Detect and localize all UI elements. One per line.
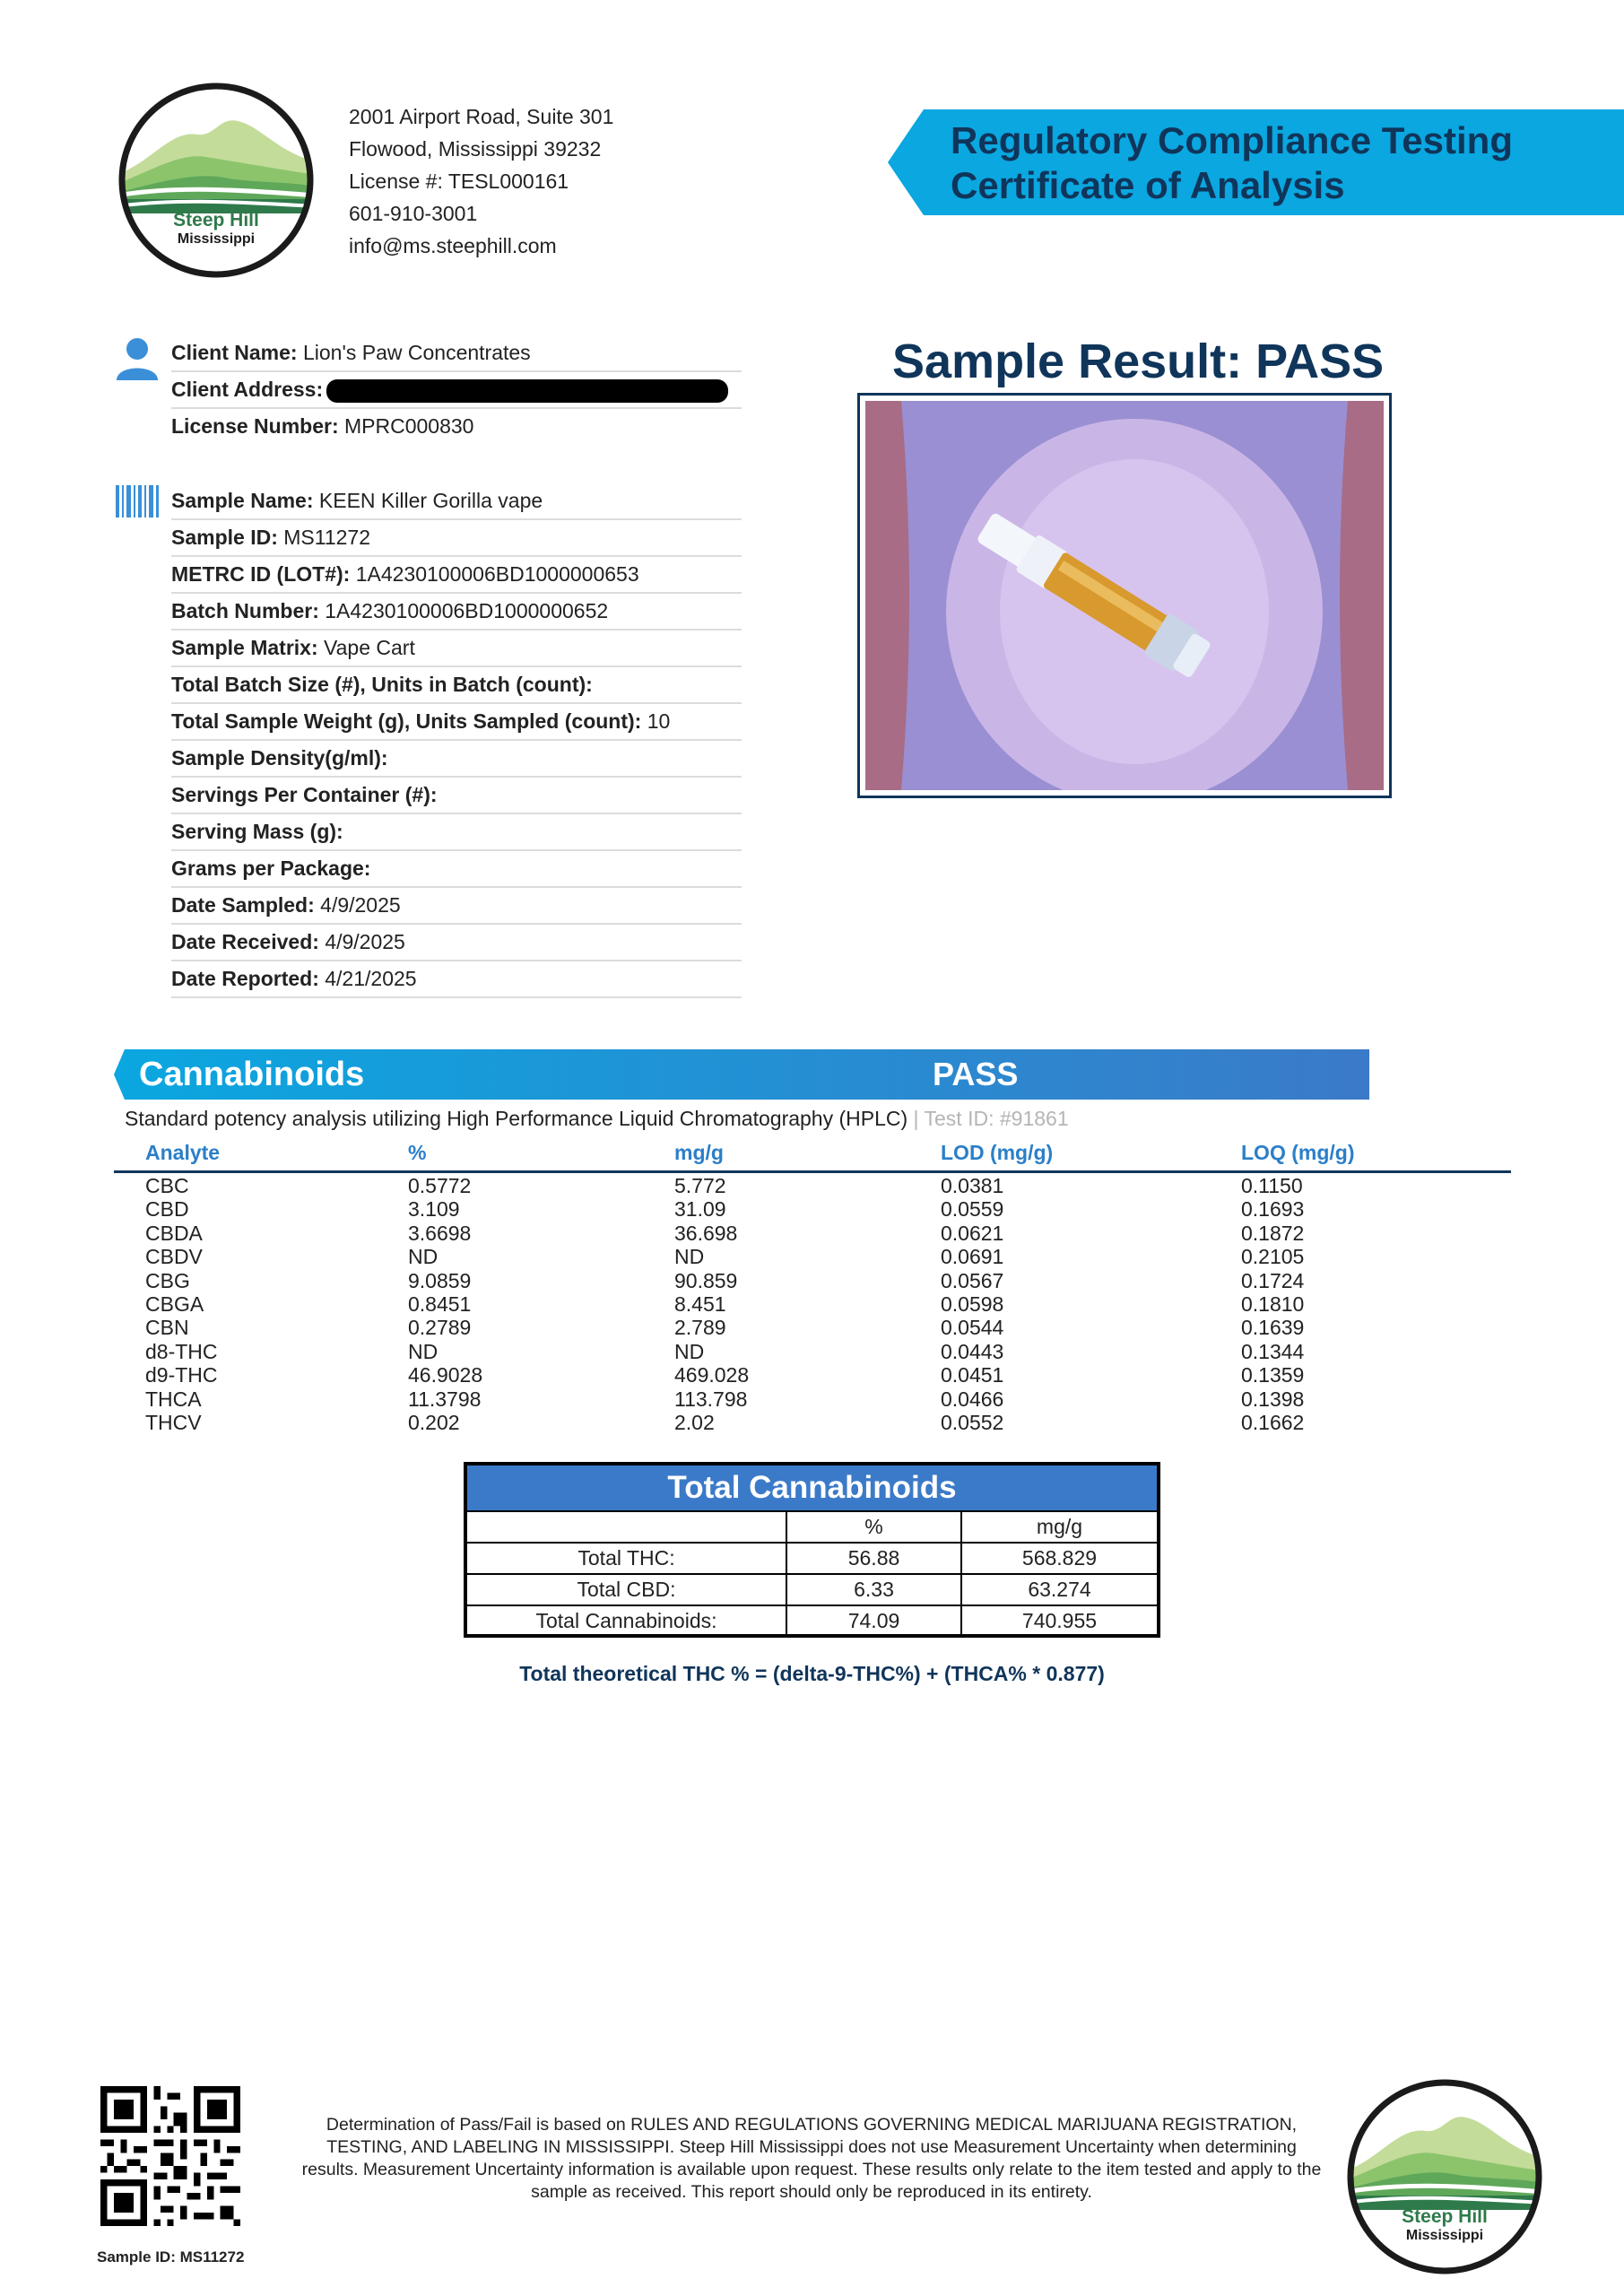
analyte-percent: 3.6698 xyxy=(408,1221,472,1245)
analyte-mg-g: 31.09 xyxy=(674,1197,726,1222)
analyte-mg-g: 36.698 xyxy=(674,1221,738,1245)
field-label: Client Name: xyxy=(171,341,298,364)
analyte-lod: 0.0466 xyxy=(941,1387,1004,1411)
analyte-lod: 0.0544 xyxy=(941,1316,1004,1340)
redaction-bar xyxy=(326,379,728,403)
column-header-mg-g: mg/g xyxy=(674,1141,724,1164)
banner-title-line1: Regulatory Compliance Testing xyxy=(951,119,1513,161)
field-label: Sample ID: xyxy=(171,526,278,549)
field-label: Date Sampled: xyxy=(171,893,315,917)
total-cannabinoids-table xyxy=(464,1462,1160,1638)
analyte-loq: 0.1359 xyxy=(1241,1363,1305,1387)
license-number-value: MPRC000830 xyxy=(344,414,474,438)
analyte-loq: 0.1662 xyxy=(1241,1411,1305,1434)
total-cannabinoids-label: Total Cannabinoids: xyxy=(535,1609,717,1632)
field-label: Total Batch Size (#), Units in Batch (count): xyxy=(171,673,593,696)
analyte-percent: 46.9028 xyxy=(408,1363,483,1387)
vape-cartridge-photo xyxy=(865,401,1384,790)
analyte-percent: ND xyxy=(408,1339,439,1363)
field-label: Sample Matrix: xyxy=(171,636,318,659)
analyte-mg-g: ND xyxy=(674,1339,705,1363)
field-label: Serving Mass (g): xyxy=(171,820,343,843)
analyte-percent: 0.8451 xyxy=(408,1292,472,1316)
banner-title xyxy=(951,118,1513,208)
sample-row xyxy=(171,887,742,925)
total-table-title: Total Cannabinoids xyxy=(467,1465,1157,1510)
total-cannabinoids-mg-g: 740.955 xyxy=(1021,1609,1098,1632)
analyte-mg-g: ND xyxy=(674,1245,705,1269)
field-label: Servings Per Container (#): xyxy=(171,783,438,806)
sample-row xyxy=(171,519,742,557)
analyte-percent: 11.3798 xyxy=(408,1387,482,1411)
field-label: License Number: xyxy=(171,414,339,438)
lab-license: License #: TESL000161 xyxy=(349,170,569,193)
analyte-loq: 0.1398 xyxy=(1241,1387,1305,1411)
field-label: Sample Name: xyxy=(171,489,314,512)
field-value: KEEN Killer Gorilla vape xyxy=(318,489,543,512)
field-value: 4/9/2025 xyxy=(320,893,401,917)
field-label: Client Address: xyxy=(171,378,324,401)
total-cbd-mg-g: 63.274 xyxy=(1028,1578,1091,1601)
sample-row xyxy=(171,666,742,704)
analyte-name: CBD xyxy=(145,1197,189,1222)
sample-result-title: Sample Result: PASS xyxy=(892,335,1385,388)
sample-row xyxy=(171,850,742,888)
client-name-value: Lion's Paw Concentrates xyxy=(302,341,531,364)
steep-hill-logo-icon xyxy=(117,81,316,280)
person-icon xyxy=(115,335,160,382)
analyte-mg-g: 90.859 xyxy=(674,1268,738,1292)
logo-name-line2: Mississippi xyxy=(177,231,256,247)
analyte-mg-g: 2.789 xyxy=(674,1316,726,1340)
sample-row xyxy=(171,483,742,520)
lab-email: info@ms.steephill.com xyxy=(349,234,557,257)
column-header-loq: LOQ (mg/g) xyxy=(1241,1141,1355,1164)
column-header-analyte: Analyte xyxy=(145,1141,221,1164)
client-name-row xyxy=(171,335,742,372)
column-header-percent: % xyxy=(408,1141,427,1164)
analyte-name: THCA xyxy=(145,1387,202,1411)
total-thc-percent: 56.88 xyxy=(847,1546,900,1570)
field-label: METRC ID (LOT#): xyxy=(171,562,351,586)
analyte-lod: 0.0559 xyxy=(941,1197,1004,1222)
sample-row xyxy=(171,924,742,961)
analyte-name: d9-THC xyxy=(145,1363,218,1387)
analyte-lod: 0.0443 xyxy=(941,1339,1004,1363)
analyte-lod: 0.0552 xyxy=(941,1411,1004,1434)
logo-name-line1: Steep Hill xyxy=(1402,2206,1488,2227)
analyte-mg-g: 8.451 xyxy=(674,1292,726,1316)
barcode-icon xyxy=(116,485,159,517)
field-label: Total Sample Weight (g), Units Sampled (count): xyxy=(171,709,642,733)
analyte-mg-g: 5.772 xyxy=(674,1174,726,1197)
sample-row xyxy=(171,556,742,594)
field-value: 1A4230100006BD1000000653 xyxy=(355,562,639,586)
analyte-loq: 0.1810 xyxy=(1241,1292,1305,1316)
analyte-loq: 0.1639 xyxy=(1241,1316,1305,1340)
field-label: Sample Density(g/ml): xyxy=(171,746,388,770)
analyte-name: CBDV xyxy=(145,1245,203,1269)
sample-photo xyxy=(857,393,1392,798)
field-label: Date Received: xyxy=(171,930,319,953)
header-rule xyxy=(114,1170,1511,1173)
lab-address xyxy=(349,100,613,262)
analyte-lod: 0.0621 xyxy=(941,1221,1004,1245)
analyte-name: CBN xyxy=(145,1316,189,1340)
method-description: Standard potency analysis utilizing High Performance Liquid Chromatography (HPLC) xyxy=(125,1107,908,1130)
analyte-mg-g: 113.798 xyxy=(674,1387,748,1411)
analyte-percent: 0.5772 xyxy=(408,1174,472,1197)
analyte-percent: 0.202 xyxy=(408,1411,460,1434)
lab-phone: 601-910-3001 xyxy=(349,202,478,225)
analyte-percent: 0.2789 xyxy=(408,1316,472,1340)
field-label: Grams per Package: xyxy=(171,857,371,880)
field-value: 4/9/2025 xyxy=(325,930,405,953)
analyte-loq: 0.1724 xyxy=(1241,1268,1305,1292)
analyte-name: CBGA xyxy=(145,1292,204,1316)
total-thc-mg-g: 568.829 xyxy=(1021,1546,1098,1570)
analyte-loq: 0.1344 xyxy=(1241,1339,1305,1363)
total-cbd-label: Total CBD: xyxy=(577,1578,676,1601)
analyte-percent: ND xyxy=(408,1245,439,1269)
analyte-lod: 0.0451 xyxy=(941,1363,1004,1387)
client-address-row xyxy=(171,371,742,409)
field-label: Date Reported: xyxy=(171,967,319,990)
cannabinoids-header-band xyxy=(114,1049,1369,1100)
total-cannabinoids-percent: 74.09 xyxy=(847,1609,900,1632)
analyte-lod: 0.0598 xyxy=(941,1292,1004,1316)
analyte-name: CBC xyxy=(145,1174,189,1197)
title-banner xyxy=(888,109,1624,215)
analyte-name: d8-THC xyxy=(145,1339,218,1363)
field-value: 4/21/2025 xyxy=(325,967,417,990)
cannabinoids-title: Cannabinoids xyxy=(139,1056,365,1093)
totals-header-percent: % xyxy=(864,1515,883,1538)
analyte-loq: 0.2105 xyxy=(1241,1245,1305,1269)
address-line: Flowood, Mississippi 39232 xyxy=(349,137,602,161)
total-cbd-percent: 6.33 xyxy=(854,1578,894,1601)
banner-title-line2: Certificate of Analysis xyxy=(951,164,1345,206)
footer-sample-id: Sample ID: MS11272 xyxy=(97,2248,245,2266)
potency-description xyxy=(125,1103,1069,1134)
analyte-loq: 0.1872 xyxy=(1241,1221,1305,1245)
column-header-lod: LOD (mg/g) xyxy=(941,1141,1054,1164)
logo-name-line2: Mississippi xyxy=(1405,2228,1484,2243)
field-value: 1A4230100006BD1000000652 xyxy=(325,599,609,622)
logo-name-line1: Steep Hill xyxy=(173,210,259,230)
field-value: MS11272 xyxy=(283,526,371,549)
analyte-mg-g: 2.02 xyxy=(674,1411,715,1434)
sample-row xyxy=(171,740,742,778)
field-value: Vape Cart xyxy=(324,636,415,659)
sample-row xyxy=(171,630,742,667)
lab-logo-top xyxy=(117,81,316,284)
analyte-name: THCV xyxy=(145,1411,202,1434)
thc-formula: Total theoretical THC % = (delta-9-THC%) + (THCA% * 0.877) xyxy=(519,1662,1105,1685)
analyte-loq: 0.1150 xyxy=(1241,1174,1303,1197)
analyte-loq: 0.1693 xyxy=(1241,1197,1305,1222)
analyte-percent: 9.0859 xyxy=(408,1268,472,1292)
license-number-row xyxy=(171,408,742,444)
lab-logo-bottom xyxy=(1345,2077,1544,2281)
sample-row xyxy=(171,813,742,851)
analyte-lod: 0.0381 xyxy=(941,1174,1004,1197)
sample-row xyxy=(171,593,742,631)
analyte-name: CBG xyxy=(145,1268,190,1292)
analyte-name: CBDA xyxy=(145,1221,203,1245)
sample-row xyxy=(171,703,742,741)
sample-row xyxy=(171,961,742,998)
analyte-percent: 3.109 xyxy=(408,1197,460,1222)
field-label: Batch Number: xyxy=(171,599,319,622)
address-line: 2001 Airport Road, Suite 301 xyxy=(349,105,614,128)
footer-disclaimer: Determination of Pass/Fail is based on RULES AND REGULATIONS GOVERNING MEDICAL MARIJUANA REGISTRATION, TESTING, AND LABELING IN MISSISSIPPI. Steep Hill Mississippi does not use Measurement Uncertainty when determining results. Measurement Uncertainty information is available upon request. These results only relate to the item tested and apply to the sample as received. This report should only be reproduced in its entirety. xyxy=(301,2115,1322,2202)
test-id: | Test ID: #91861 xyxy=(908,1107,1069,1130)
field-value: 10 xyxy=(647,709,671,733)
total-thc-label: Total THC: xyxy=(578,1546,675,1570)
totals-header-mg-g: mg/g xyxy=(1036,1515,1083,1538)
analyte-mg-g: 469.028 xyxy=(674,1363,750,1387)
steep-hill-logo-icon xyxy=(1345,2077,1544,2276)
sample-row xyxy=(171,777,742,814)
qr-code-icon[interactable] xyxy=(100,2086,240,2226)
analyte-lod: 0.0567 xyxy=(941,1268,1004,1292)
cannabinoids-status: PASS xyxy=(933,1056,1019,1092)
analyte-lod: 0.0691 xyxy=(941,1245,1004,1269)
